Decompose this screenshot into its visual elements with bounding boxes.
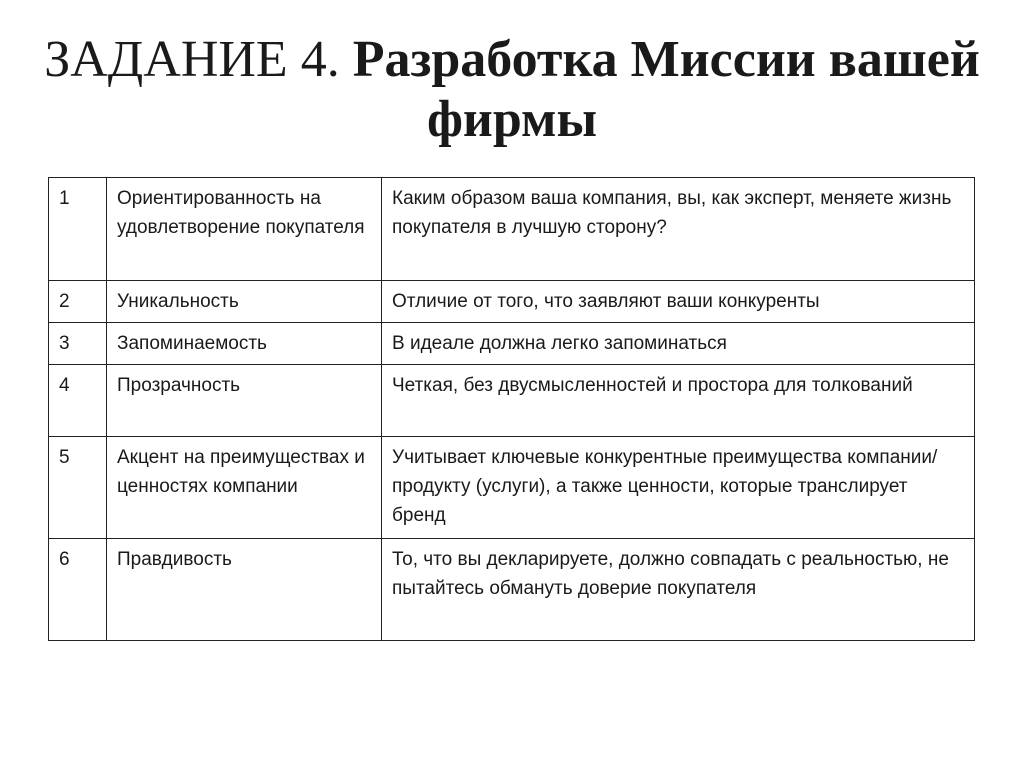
table-row (49, 539, 975, 641)
row-description: Каким образом ваша компания, вы, как эксперт, меняете жизнь покупателя в лучшую сторону? (382, 178, 975, 281)
row-number: 3 (49, 323, 107, 365)
row-criterion: Уникальность (107, 281, 382, 323)
row-criterion: Прозрачность (107, 365, 382, 437)
row-number: 6 (49, 539, 107, 641)
table-row (49, 178, 975, 281)
row-number: 4 (49, 365, 107, 437)
table-row (49, 281, 975, 323)
row-criterion: Акцент на преимуществах и ценностях компании (107, 437, 382, 539)
row-description: Отличие от того, что заявляют ваши конкуренты (382, 281, 975, 323)
row-number: 1 (49, 178, 107, 281)
table-row (49, 437, 975, 539)
row-criterion: Запоминаемость (107, 323, 382, 365)
row-number: 2 (49, 281, 107, 323)
row-description: То, что вы декларируете, должно совпадать с реальностью, не пытайтесь обмануть доверие покупателя (382, 539, 975, 641)
title-task: ЗАДАНИЕ 4. (44, 31, 340, 88)
row-criterion: Правдивость (107, 539, 382, 641)
table-row (49, 365, 975, 437)
row-criterion: Ориентированность на удовлетворение покупателя (107, 178, 382, 281)
mission-criteria-table (48, 177, 975, 641)
row-description: В идеале должна легко запоминаться (382, 323, 975, 365)
row-number: 5 (49, 437, 107, 539)
table-row (49, 323, 975, 365)
row-description: Четкая, без двусмысленностей и простора для толкований (382, 365, 975, 437)
row-description: Учитывает ключевые конкурентные преимущества компании/продукту (услуги), а также ценности, которые транслирует бренд (382, 437, 975, 539)
title-topic: Разработка Миссии вашей фирмы (352, 31, 980, 148)
slide-title (0, 30, 1024, 150)
